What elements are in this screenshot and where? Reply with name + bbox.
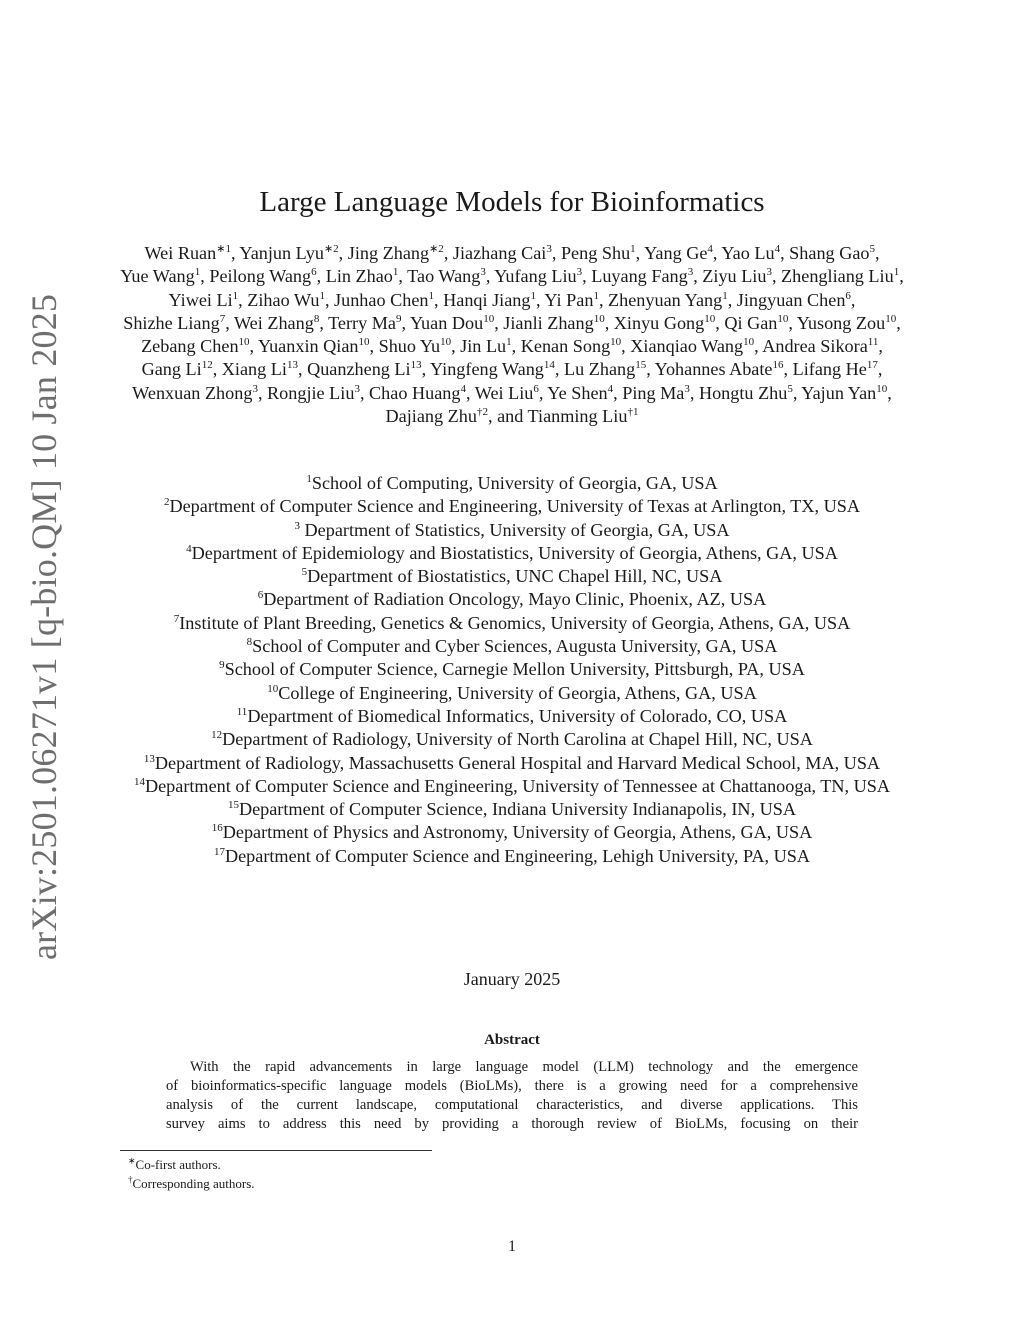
author-affiliation-mark: 10 (777, 312, 789, 325)
author-name: Andrea Sikora$^{11}$ (762, 336, 879, 357)
author-name: Yingfeng Wang$^{14}$ (430, 359, 555, 380)
author-affiliation-mark: 4 (774, 242, 781, 255)
author-affiliation-mark: 10 (743, 336, 755, 349)
author-affiliation-mark: 10 (238, 336, 250, 349)
affiliation-number: 14 (133, 775, 145, 788)
author-affiliation-mark: †1 (627, 406, 639, 419)
author-name: Qi Gan$^{10}$ (724, 312, 789, 333)
affiliation-number: 12 (211, 729, 223, 742)
affiliation-item (112, 658, 912, 681)
author-name: Yiwei Li$^1$ (168, 289, 239, 310)
author-affiliation-mark: 3 (687, 266, 694, 279)
affiliation-text: Department of Radiation Oncology, Mayo Clinic, Phoenix, AZ, USA (263, 589, 767, 610)
affiliation-item (112, 565, 912, 588)
author-name: Jianli Zhang$^{10}$ (503, 312, 605, 333)
affiliation-item (112, 495, 912, 518)
affiliation-text: Department of Radiology, Massachusetts General Hospital and Harvard Medical School, MA, USA (154, 752, 881, 773)
affiliation-number: 1 (306, 472, 312, 485)
author-name: Shuo Yu$^{10}$ (378, 336, 452, 357)
author-affiliation-mark: 1 (506, 336, 512, 349)
author-affiliation-mark: 10 (593, 312, 605, 325)
author-affiliation-mark: 14 (543, 359, 555, 372)
author-name: Zhengliang Liu$^1$ (781, 266, 900, 287)
affiliation-item (112, 588, 912, 611)
affiliation-item (112, 728, 912, 751)
affiliation-number: 11 (236, 705, 248, 718)
author-name: Zebang Chen$^{10}$ (141, 336, 250, 357)
footnote-list (128, 1155, 255, 1193)
abstract-line: of bioinformatics-specific language models (BioLMs), there is a growing need for a comprehensive (166, 1077, 858, 1094)
abstract-line: survey aims to address this need by providing a thorough review of BioLMs, focusing on their (166, 1115, 858, 1132)
affiliation-text: Department of Epidemiology and Biostatistics, University of Georgia, Athens, GA, USA (191, 542, 838, 563)
affiliation-number: 7 (173, 612, 180, 625)
author-name: Xinyu Gong$^{10}$ (613, 312, 716, 333)
abstract-heading: Abstract (484, 1032, 540, 1048)
author-affiliation-mark: 13 (410, 359, 422, 372)
affiliation-text: Department of Computer Science and Engineering, University of Texas at Arlington, TX, USA (169, 496, 861, 517)
author-name: Lifang He$^{17}$ (792, 359, 878, 380)
author-affiliation-mark: 10 (885, 312, 897, 325)
author-name: Zhenyuan Yang$^1$ (608, 289, 728, 310)
author-name: Yanjun Lyu$^{∗2}$ (239, 242, 339, 263)
author-paragraph: Wei Ruan$^{∗1}$, Yanjun Lyu$^{∗2}$, Jing Zhang$^{∗2}$, Jiazhang Cai$^3$, Peng Shu$^1$, Yang Ge$^4$, Yao Lu$^4$, Shang Gao$^5$, Yue Wang$^1$, Peilong Wang$^6$, Lin Zhao$^1$, Tao Wang$^3$, Yufang Liu$^3$, Luyang Fang$^3$, Ziyu Liu$^3$, Zhengliang Liu$^1$, Yiwei Li$^1$, Zihao Wu$^1$, Junhao Chen$^1$, Hanqi Jiang$^1$, Yi Pan$^1$, Zhenyuan Yang$^1$, Jingyuan Chen$^6$, Shizhe Liang$^7$, Wei Zhang$^8$, Terry Ma$^9$, Yuan Dou$^{10}$, Jianli Zhang$^{10}$, Xinyu Gong$^{10}$, Qi Gan$^{10}$, Yusong Zou$^{10}$, Zebang Chen$^{10}$, Yuanxin Qian$^{10}$, Shuo Yu$^{10}$, Jin Lu$^1$, Kenan Song$^{10}$, Xianqiao Wang$^{10}$, Andrea Sikora$^{11}$, Gang Li$^{12}$, Xiang Li$^{13}$, Quanzheng Li$^{13}$, Yingfeng Wang$^{14}$, Lu Zhang$^{15}$, Yohannes Abate$^{16}$, Lifang He$^{17}$, Wenxuan Zhong$^3$, Rongjie Liu$^3$, Chao Huang$^4$, Wei Liu$^6$, Ye Shen$^4$, Ping Ma$^3$, Hongtu Zhu$^5$, Yajun Yan$^{10}$, Dajiang Zhu$^{\dagger 2}$, and Tianming Liu$^{\dagger 1}$ (120, 242, 904, 427)
affiliation-number: 15 (227, 799, 239, 812)
author-affiliation-mark: 10 (610, 336, 622, 349)
affiliation-text: College of Engineering, University of Georgia, Athens, GA, USA (278, 682, 757, 703)
footnote-item (128, 1174, 255, 1193)
author-affiliation-mark: 5 (787, 382, 793, 395)
author-affiliation-mark: 1 (630, 242, 636, 255)
author-name: Lin Zhao$^1$ (325, 266, 399, 287)
author-name: Wei Ruan$^{∗1}$ (144, 242, 231, 263)
affiliation-text: Department of Biostatistics, UNC Chapel Hill, NC, USA (307, 566, 723, 587)
author-name: Peng Shu$^1$ (560, 242, 636, 263)
author-name: Yi Pan$^1$ (544, 289, 599, 310)
author-name: Jingyuan Chen$^6$ (736, 289, 851, 310)
author-affiliation-mark: 1 (319, 289, 325, 302)
affiliation-number: 5 (301, 566, 308, 579)
affiliation-item (112, 635, 912, 658)
author-affiliation-mark: 12 (201, 359, 213, 372)
affiliation-item (112, 519, 912, 542)
author-affiliation-mark: 6 (311, 266, 317, 279)
author-name: Ping Ma$^3$ (622, 382, 690, 403)
author-name: Chao Huang$^4$ (369, 382, 466, 403)
affiliation-item (112, 798, 912, 821)
author-affiliation-mark: 1 (392, 266, 399, 279)
author-affiliation-mark: ∗1 (216, 242, 231, 255)
author-name: Shizhe Liang$^7$ (123, 312, 226, 333)
author-affiliation-mark: 10 (440, 336, 452, 349)
author-name: Tao Wang$^3$ (407, 266, 486, 287)
affiliation-text: Institute of Plant Breeding, Genetics & Genomics, University of Georgia, Athens, GA, USA (179, 612, 851, 633)
affiliation-number: 4 (186, 542, 192, 555)
author-affiliation-mark: 3 (480, 266, 486, 279)
author-name: Yue Wang$^1$ (120, 266, 201, 287)
affiliation-text: Department of Statistics, University of Georgia, GA, USA (299, 519, 730, 540)
affiliation-item (112, 775, 912, 798)
footnote-text: Co-first authors. (135, 1157, 221, 1172)
author-affiliation-mark: 1 (593, 289, 599, 302)
author-name: Shang Gao$^5$ (789, 242, 875, 263)
author-name: Yuan Dou$^{10}$ (409, 312, 495, 333)
author-affiliation-mark: 1 (893, 266, 900, 279)
affiliation-number: 10 (267, 682, 279, 695)
footnote-mark: † (128, 1174, 133, 1185)
author-name: Terry Ma$^9$ (328, 312, 402, 333)
author-list (118, 242, 906, 428)
footnote-rule (120, 1150, 432, 1151)
author-affiliation-mark: 3 (546, 242, 552, 255)
author-affiliation-mark: 1 (194, 266, 201, 279)
affiliation-number: 9 (219, 659, 225, 672)
affiliation-item (112, 845, 912, 868)
author-affiliation-mark: 3 (252, 382, 258, 395)
author-affiliation-mark: 10 (358, 336, 370, 349)
author-name: Jing Zhang$^{∗2}$ (347, 242, 444, 263)
author-affiliation-mark: 11 (867, 336, 879, 349)
author-affiliation-mark: 1 (722, 289, 728, 302)
author-affiliation-mark: 5 (869, 242, 875, 255)
author-name: Rongjie Liu$^3$ (267, 382, 360, 403)
affiliation-item (112, 821, 912, 844)
author-affiliation-mark: 4 (460, 382, 466, 395)
author-name: Dajiang Zhu$^{\dagger 2}$ (385, 406, 488, 427)
author-name: Hongtu Zhu$^5$ (698, 382, 793, 403)
author-affiliation-mark: 10 (483, 312, 495, 325)
affiliation-item (112, 705, 912, 728)
abstract-line: With the rapid advancements in large language model (LLM) technology and the emergence (190, 1059, 858, 1075)
author-affiliation-mark: 4 (607, 382, 614, 395)
affiliation-number: 6 (257, 589, 264, 602)
affiliation-text: Department of Biomedical Informatics, University of Colorado, CO, USA (247, 705, 788, 726)
author-name: Jiazhang Cai$^3$ (452, 242, 552, 263)
author-name: Yajun Yan$^{10}$ (801, 382, 888, 403)
abstract-line: analysis of the current landscape, computational characteristics, and diverse applications. This (166, 1096, 858, 1113)
author-affiliation-mark: ∗2 (429, 242, 444, 255)
author-affiliation-mark: 3 (354, 382, 360, 395)
author-affiliation-mark: 3 (766, 266, 772, 279)
author-name: Peilong Wang$^6$ (209, 266, 317, 287)
author-name: Hanqi Jiang$^1$ (443, 289, 536, 310)
footnote-mark: ∗ (128, 1155, 136, 1166)
author-name: Xianqiao Wang$^{10}$ (630, 336, 755, 357)
author-affiliation-mark: 15 (635, 359, 647, 372)
author-name: Junhao Chen$^1$ (334, 289, 435, 310)
author-name: Luyang Fang$^3$ (591, 266, 694, 287)
author-affiliation-mark: 7 (219, 312, 226, 325)
author-name: Lu Zhang$^{15}$ (563, 359, 647, 380)
footnote-item (128, 1155, 255, 1174)
author-affiliation-mark: †2 (476, 406, 488, 419)
author-name: Kenan Song$^{10}$ (520, 336, 622, 357)
author-affiliation-mark: 1 (232, 289, 239, 302)
affiliation-text: Department of Computer Science, Indiana University Indianapolis, IN, USA (238, 799, 797, 820)
publication-date: January 2025 (463, 969, 561, 989)
page-number: 1 (508, 1238, 516, 1255)
author-name: Gang Li$^{12}$ (141, 359, 213, 380)
affiliation-text: Department of Computer Science and Engineering, Lehigh University, PA, USA (224, 845, 811, 866)
author-name: Wei Zhang$^8$ (233, 312, 320, 333)
affiliation-text: Department of Radiology, University of North Carolina at Chapel Hill, NC, USA (222, 729, 813, 750)
author-name: Ziyu Liu$^3$ (702, 266, 772, 287)
affiliation-text: Department of Computer Science and Engineering, University of Tennessee at Chattanooga, TN, USA (144, 775, 891, 796)
affiliation-number: 2 (163, 496, 170, 509)
author-name: Yusong Zou$^{10}$ (796, 312, 897, 333)
author-affiliation-mark: 13 (286, 359, 298, 372)
affiliation-text: School of Computer and Cyber Sciences, Augusta University, GA, USA (252, 636, 778, 657)
author-affiliation-mark: 17 (866, 359, 878, 372)
author-affiliation-mark: ∗2 (323, 242, 339, 255)
author-name: Jin Lu$^1$ (460, 336, 512, 357)
affiliation-number: 17 (213, 845, 225, 858)
affiliation-number: 3 (294, 519, 300, 532)
author-name: Yang Ge$^4$ (644, 242, 713, 263)
affiliation-text: School of Computing, University of Georgia, GA, USA (311, 473, 718, 493)
author-affiliation-mark: 3 (684, 382, 690, 395)
affiliation-number: 16 (211, 822, 223, 835)
author-affiliation-mark: 1 (530, 289, 536, 302)
paper-title: Large Language Models for Bioinformatics (259, 186, 765, 218)
author-affiliation-mark: 4 (707, 242, 713, 255)
affiliation-item (112, 752, 912, 775)
affiliation-text: Department of Physics and Astronomy, University of Georgia, Athens, GA, USA (222, 822, 813, 843)
author-name: Xiang Li$^{13}$ (221, 359, 298, 380)
author-affiliation-mark: 9 (396, 312, 402, 325)
affiliation-item (112, 682, 912, 705)
affiliation-list (112, 472, 912, 868)
author-name: Ye Shen$^4$ (547, 382, 614, 403)
author-name: Yao Lu$^4$ (721, 242, 781, 263)
author-name: Wei Liu$^6$ (474, 382, 539, 403)
author-affiliation-mark: 6 (845, 289, 851, 302)
author-name: Yuanxin Qian$^{10}$ (257, 336, 370, 357)
author-affiliation-mark: 6 (533, 382, 539, 395)
arxiv-identifier-stamp: arXiv:2501.06271v1 [q-bio.QM] 10 Jan 2025 (24, 293, 64, 960)
author-affiliation-mark: 10 (704, 312, 716, 325)
author-name: Yufang Liu$^3$ (494, 266, 583, 287)
author-affiliation-mark: 10 (876, 382, 888, 395)
affiliation-text: School of Computer Science, Carnegie Mellon University, Pittsburgh, PA, USA (224, 659, 805, 680)
author-name: Zihao Wu$^1$ (247, 289, 325, 310)
affiliation-item (112, 612, 912, 635)
author-affiliation-mark: 16 (772, 359, 784, 372)
author-name: Tianming Liu$^{\dagger 1}$ (527, 406, 639, 427)
author-connector: and (497, 406, 524, 427)
author-affiliation-mark: 3 (576, 266, 583, 279)
affiliation-number: 8 (246, 636, 253, 649)
author-name: Wenxuan Zhong$^3$ (132, 382, 258, 403)
author-affiliation-mark: 1 (428, 289, 435, 302)
affiliation-number: 13 (143, 752, 155, 765)
footnote-text: Corresponding authors. (132, 1176, 255, 1191)
author-name: Quanzheng Li$^{13}$ (307, 359, 422, 380)
affiliation-item (112, 542, 912, 565)
author-name: Yohannes Abate$^{16}$ (654, 359, 784, 380)
author-affiliation-mark: 8 (313, 312, 320, 325)
affiliation-item (112, 472, 912, 495)
abstract-text (166, 1058, 858, 1134)
